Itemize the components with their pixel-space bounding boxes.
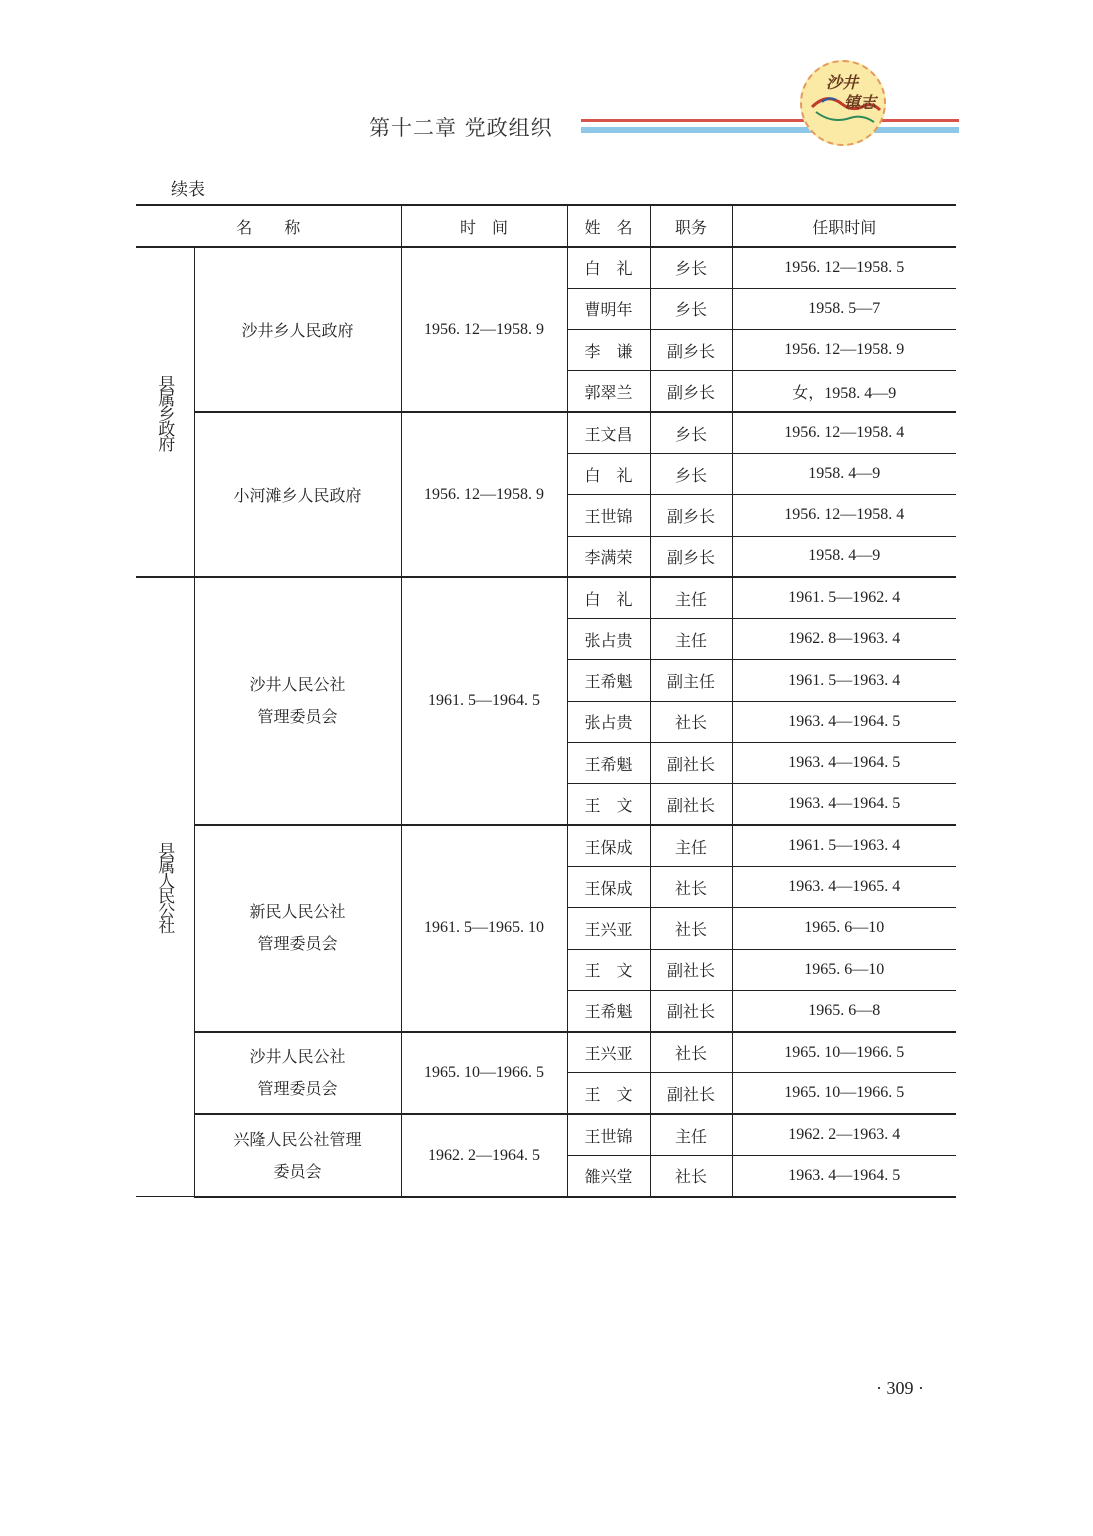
person-term: 1965. 6—8	[732, 990, 956, 1031]
person-term: 1965. 10—1966. 5	[732, 1073, 956, 1114]
person-title: 副乡长	[650, 495, 732, 536]
person-title: 社长	[650, 866, 732, 907]
officials-table	[136, 204, 956, 1198]
org-name-line2: 管理委员会	[257, 934, 338, 954]
person-term: 1965. 6—10	[732, 908, 956, 949]
org-period: 1965. 10—1966. 5	[401, 1032, 567, 1115]
person-name: 王 文	[567, 1073, 650, 1114]
header-rule-blue	[581, 127, 959, 133]
org-period: 1961. 5—1964. 5	[401, 577, 567, 825]
org-name-line2: 委员会	[273, 1161, 322, 1181]
person-name: 王兴亚	[567, 908, 650, 949]
person-term: 1958. 5—7	[732, 288, 956, 329]
col-header-person: 姓 名	[567, 205, 650, 247]
person-term: 1963. 4—1964. 5	[732, 743, 956, 784]
person-name: 王文昌	[567, 412, 650, 453]
org-name	[194, 577, 401, 825]
person-name: 白 礼	[567, 247, 650, 288]
person-name: 王保成	[567, 825, 650, 866]
person-title: 社长	[650, 1032, 732, 1073]
person-name: 王 文	[567, 784, 650, 825]
person-name: 李满荣	[567, 536, 650, 577]
person-title: 副社长	[650, 949, 732, 990]
person-title: 副乡长	[650, 536, 732, 577]
org-name-line2: 管理委员会	[257, 1078, 338, 1098]
person-title: 副乡长	[650, 371, 732, 412]
person-term: 1961. 5—1963. 4	[732, 825, 956, 866]
person-name: 王希魁	[567, 990, 650, 1031]
col-header-period: 时 间	[401, 205, 567, 247]
person-title: 乡长	[650, 453, 732, 494]
table-header-row	[136, 205, 956, 247]
person-term: 1963. 4—1964. 5	[732, 784, 956, 825]
person-term: 1961. 5—1962. 4	[732, 577, 956, 618]
person-name: 白 礼	[567, 453, 650, 494]
org-name	[194, 825, 401, 1031]
person-term: 1961. 5—1963. 4	[732, 660, 956, 701]
person-title: 主任	[650, 619, 732, 660]
person-name: 张占贵	[567, 619, 650, 660]
col-header-term: 任职时间	[732, 205, 956, 247]
person-title: 主任	[650, 825, 732, 866]
person-term: 1965. 10—1966. 5	[732, 1032, 956, 1073]
person-title: 社长	[650, 1156, 732, 1197]
person-name: 郭翠兰	[567, 371, 650, 412]
org-name-line1: 沙井人民公社	[249, 1046, 346, 1066]
org-name-line1: 兴隆人民公社管理	[233, 1129, 362, 1149]
person-term: 1962. 8—1963. 4	[732, 619, 956, 660]
org-name: 沙井乡人民政府	[194, 247, 401, 412]
person-title: 副社长	[650, 990, 732, 1031]
person-name: 张占贵	[567, 701, 650, 742]
person-name: 曹明年	[567, 288, 650, 329]
person-title: 副社长	[650, 1073, 732, 1114]
person-term: 女，1958. 4—9	[732, 371, 956, 412]
seal-text-line2: 镇志	[844, 93, 877, 112]
org-period: 1956. 12—1958. 9	[401, 247, 567, 412]
seal-text-line1: 沙井	[826, 73, 859, 92]
person-title: 副主任	[650, 660, 732, 701]
person-term: 1958. 4—9	[732, 536, 956, 577]
person-title: 副乡长	[650, 330, 732, 371]
org-name-line2: 管理委员会	[257, 707, 338, 727]
person-title: 乡长	[650, 247, 732, 288]
table-row	[136, 412, 956, 453]
table-row	[136, 1032, 956, 1073]
person-term: 1956. 12—1958. 4	[732, 495, 956, 536]
category-label: 县属人民公社	[136, 577, 194, 1196]
header-rule-red	[581, 119, 959, 122]
person-name: 王兴亚	[567, 1032, 650, 1073]
person-term: 1965. 6—10	[732, 949, 956, 990]
col-header-name: 名 称	[136, 205, 401, 247]
org-name	[194, 1114, 401, 1197]
person-term: 1956. 12—1958. 5	[732, 247, 956, 288]
person-name: 李 谦	[567, 330, 650, 371]
person-term: 1963. 4—1965. 4	[732, 866, 956, 907]
table-row	[136, 577, 956, 618]
person-term: 1962. 2—1963. 4	[732, 1114, 956, 1155]
person-term: 1956. 12—1958. 4	[732, 412, 956, 453]
person-title: 副社长	[650, 784, 732, 825]
org-period: 1956. 12—1958. 9	[401, 412, 567, 577]
person-term: 1963. 4—1964. 5	[732, 1156, 956, 1197]
table-row	[136, 1114, 956, 1155]
org-period: 1962. 2—1964. 5	[401, 1114, 567, 1197]
person-name: 王保成	[567, 866, 650, 907]
person-title: 主任	[650, 1114, 732, 1155]
person-name: 白 礼	[567, 577, 650, 618]
person-name: 王希魁	[567, 743, 650, 784]
org-name	[194, 1032, 401, 1115]
org-name-line1: 沙井人民公社	[249, 675, 346, 695]
person-title: 社长	[650, 908, 732, 949]
person-title: 社长	[650, 701, 732, 742]
page-number: · 309 ·	[876, 1378, 924, 1398]
person-title: 乡长	[650, 412, 732, 453]
table-row	[136, 825, 956, 866]
person-name: 王世锦	[567, 1114, 650, 1155]
person-title: 主任	[650, 577, 732, 618]
person-name: 雒兴堂	[567, 1156, 650, 1197]
table-row	[136, 247, 956, 288]
person-name: 王 文	[567, 949, 650, 990]
person-name: 王希魁	[567, 660, 650, 701]
org-name-line1: 新民人民公社	[249, 902, 346, 922]
org-period: 1961. 5—1965. 10	[401, 825, 567, 1031]
person-term: 1958. 4—9	[732, 453, 956, 494]
chapter-title: 第十二章 党政组织	[369, 116, 553, 140]
person-title: 乡长	[650, 288, 732, 329]
table-continued-caption: 续表	[171, 180, 205, 200]
category-label: 县属乡政府	[136, 247, 194, 577]
person-term: 1963. 4—1964. 5	[732, 701, 956, 742]
col-header-title: 职务	[650, 205, 732, 247]
person-title: 副社长	[650, 743, 732, 784]
org-name: 小河滩乡人民政府	[194, 412, 401, 577]
person-name: 王世锦	[567, 495, 650, 536]
person-term: 1956. 12—1958. 9	[732, 330, 956, 371]
